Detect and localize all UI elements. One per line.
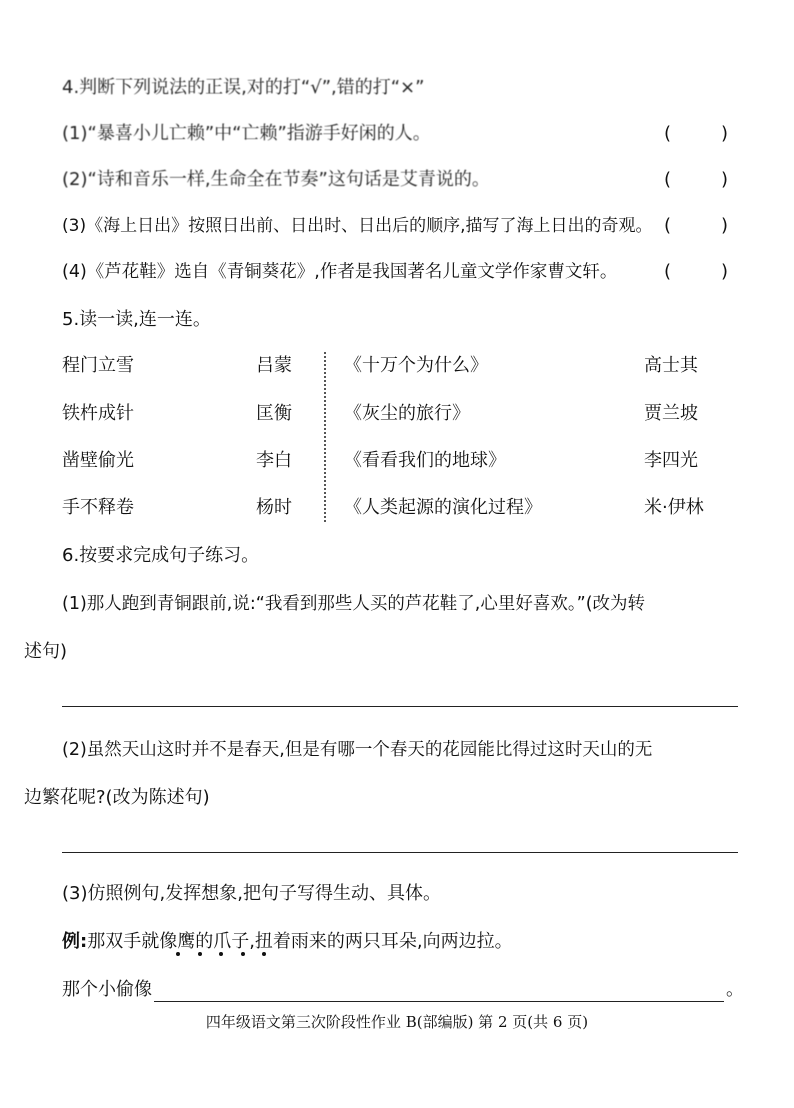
- book-item[interactable]: 《灰尘的旅行》: [344, 403, 470, 424]
- q4-answer-paren-3[interactable]: [664, 214, 728, 238]
- example-label: 例:: [62, 931, 88, 952]
- q4-title: 4.判断下列说法的正误,对的打“√”,错的打“×”: [62, 77, 425, 98]
- author-item[interactable]: 李四光: [644, 450, 698, 471]
- person-item[interactable]: 吕蒙: [256, 355, 292, 376]
- q6-sentence-2: (2)虽然天山这时并不是春天,但是有哪一个春天的花园能比得过这时天山的无: [62, 740, 653, 760]
- prompt-end: 。: [726, 979, 744, 1000]
- emphasis-dots: [176, 952, 266, 956]
- idiom-item[interactable]: 铁杵成针: [62, 403, 134, 424]
- example-sentence: [62, 930, 513, 954]
- q6-sentence-2-cont: 边繁花呢?(改为陈述句): [24, 787, 210, 808]
- q6-sentence-1-cont: 述句): [24, 641, 68, 662]
- q5-title: 5.读一读,连一连。: [62, 309, 211, 330]
- imitation-answer-blank[interactable]: [154, 983, 724, 1002]
- q4-item-3: (3)《海上日出》按照日出前、日出时、日出后的顺序,描写了海上日出的奇观。: [62, 216, 653, 236]
- paren-left: (: [664, 215, 672, 236]
- person-item[interactable]: 杨时: [256, 497, 292, 518]
- answer-line-2[interactable]: [62, 852, 738, 853]
- idiom-item[interactable]: 手不释卷: [62, 497, 134, 518]
- paren-right: ): [720, 215, 728, 236]
- paren-right: ): [720, 123, 728, 144]
- idiom-item[interactable]: 程门立雪: [62, 355, 134, 376]
- q6-sentence-3: (3)仿照例句,发挥想象,把句子写得生动、具体。: [62, 883, 441, 904]
- idiom-item[interactable]: 凿壁偷光: [62, 450, 134, 471]
- paren-left: (: [664, 261, 672, 282]
- book-item[interactable]: 《人类起源的演化过程》: [344, 497, 542, 518]
- paren-right: ): [720, 261, 728, 282]
- imitation-prompt: [62, 978, 744, 1002]
- person-item[interactable]: 匡衡: [256, 403, 292, 424]
- q6-title: 6.按要求完成句子练习。: [62, 545, 260, 566]
- answer-line-1[interactable]: [62, 706, 738, 707]
- paren-left: (: [664, 169, 672, 190]
- person-item[interactable]: 李白: [256, 450, 292, 471]
- author-item[interactable]: 贾兰坡: [644, 403, 698, 424]
- q4-answer-paren-4[interactable]: [664, 260, 728, 284]
- q6-sentence-1: (1)那人跑到青铜跟前,说:“我看到那些人买的芦花鞋了,心里好喜欢。”(改为转: [62, 594, 646, 614]
- q4-item-4: (4)《芦花鞋》选自《青铜葵花》,作者是我国著名儿童文学作家曹文轩。: [62, 262, 618, 282]
- q4-item-1: (1)“暴喜小儿亡赖”中“亡赖”指游手好闲的人。: [62, 123, 431, 144]
- author-item[interactable]: 米·伊林: [644, 497, 704, 518]
- q4-item-2: (2)“诗和音乐一样,生命全在节奏”这句话是艾青说的。: [62, 169, 490, 190]
- q4-answer-paren-2[interactable]: [664, 168, 728, 192]
- q4-answer-paren-1[interactable]: [664, 122, 728, 146]
- page-footer: 四年级语文第三次阶段性作业 B(部编版) 第 2 页(共 6 页): [205, 1013, 589, 1031]
- paren-left: (: [664, 123, 672, 144]
- book-item[interactable]: 《十万个为什么》: [344, 355, 488, 376]
- example-text: 那双手就像鹰的爪子,扭着雨来的两只耳朵,向两边拉。: [87, 931, 513, 952]
- book-item[interactable]: 《看看我们的地球》: [344, 450, 506, 471]
- column-divider: [324, 352, 326, 522]
- author-item[interactable]: 高士其: [644, 355, 698, 376]
- paren-right: ): [720, 169, 728, 190]
- prompt-start: 那个小偷像: [62, 979, 152, 1000]
